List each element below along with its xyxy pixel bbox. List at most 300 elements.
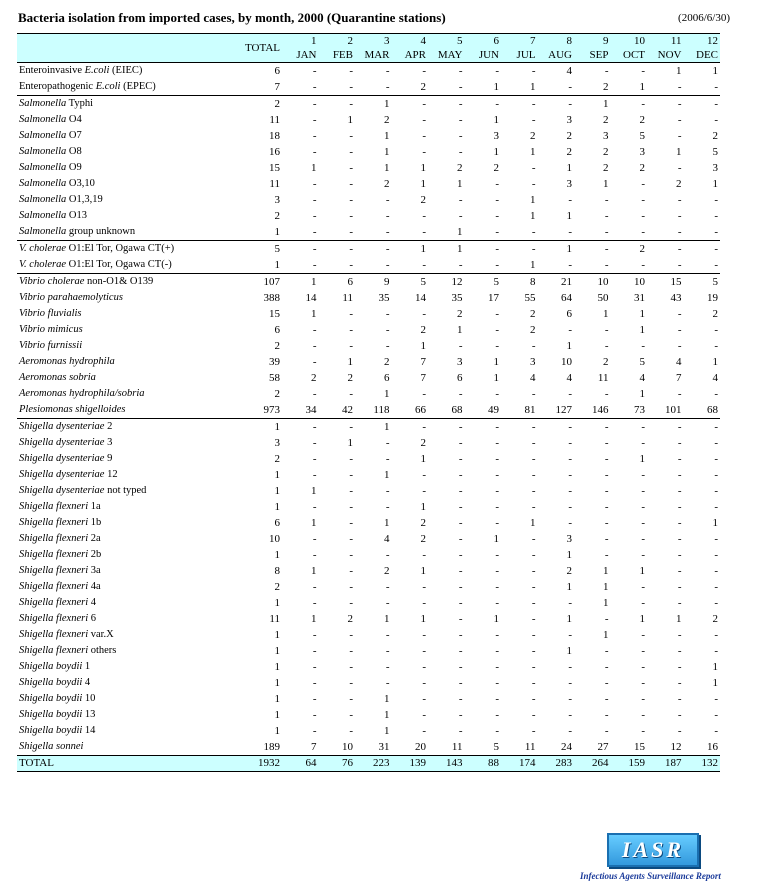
table-row	[17, 419, 720, 436]
month-value-may: 1	[457, 324, 463, 336]
row-total: 11	[269, 178, 280, 190]
month-value-aug: 2	[566, 130, 572, 142]
organism-name	[17, 435, 232, 451]
month-value-jun: -	[495, 629, 499, 641]
month-value-mar: -	[385, 194, 390, 206]
month-value-aug: 1	[566, 549, 572, 561]
month-value-mar: -	[385, 549, 390, 561]
month-value-jan: -	[312, 693, 317, 705]
organism-italic-part: Shigella dysenteriae	[19, 485, 105, 496]
organism-italic-part: Salmonella	[19, 226, 67, 237]
organism-text-part: O1:El Tor, Ogawa CT(+)	[66, 243, 175, 254]
month-value-may: 68	[451, 404, 463, 416]
row-total: 1	[274, 597, 280, 609]
month-value-dec: 1	[712, 178, 718, 190]
table-row	[17, 595, 720, 611]
organism-italic-part: Salmonella	[19, 98, 67, 109]
month-value-mar: 35	[378, 292, 390, 304]
table-row	[17, 547, 720, 563]
report-date: (2006/6/30)	[678, 12, 730, 24]
organism-italic-part: Plesiomonas shigelloides	[19, 404, 126, 415]
month-value-aug: -	[568, 194, 572, 206]
month-number: 6	[493, 35, 499, 47]
organism-text-part: 1	[82, 661, 91, 672]
month-value-may: -	[458, 613, 463, 625]
month-value-jan: -	[312, 324, 317, 336]
month-value-aug: 6	[566, 308, 572, 320]
month-value-jul: 2	[530, 130, 536, 142]
month-value-sep: -	[574, 241, 611, 258]
month-value-apr: 1	[420, 613, 426, 625]
header-month-dec	[684, 34, 721, 63]
organism-name	[17, 290, 232, 306]
month-value-jun: -	[495, 565, 499, 577]
month-value-may: -	[458, 453, 463, 465]
row-total: 388	[263, 292, 280, 304]
organism-name	[17, 579, 232, 595]
month-value-jul: -	[501, 419, 538, 436]
organism-name	[17, 176, 232, 192]
month-value-dec: 5	[712, 146, 718, 158]
month-value-feb: -	[349, 469, 353, 481]
organism-italic-part: Shigella dysenteriae	[19, 453, 105, 464]
month-value-apr: -	[422, 388, 426, 400]
month-value-jan: 1	[311, 517, 317, 529]
month-value-jul: 1	[530, 210, 536, 222]
month-value-dec: -	[714, 340, 718, 352]
month-value-oct: 1	[639, 308, 645, 320]
table-row	[17, 467, 720, 483]
month-value-mar: -	[385, 629, 390, 641]
table-row	[17, 224, 720, 241]
organism-name	[17, 402, 232, 419]
row-total: 10	[269, 533, 280, 545]
organism-italic-part: Salmonella	[19, 146, 67, 157]
month-value-oct: -	[641, 178, 645, 190]
organism-text-part: group unknown	[66, 226, 136, 237]
month-value-mar: 1	[384, 725, 390, 737]
month-value-jan: -	[312, 725, 317, 737]
month-value-aug: -	[568, 81, 572, 93]
table-row	[17, 627, 720, 643]
organism-name	[17, 643, 232, 659]
organism-name	[17, 627, 232, 643]
organism-italic-part: Salmonella	[19, 162, 67, 173]
month-value-jun: -	[465, 96, 502, 113]
month-value-apr: 1	[392, 241, 429, 258]
month-value-oct: -	[641, 725, 645, 737]
month-value-jun: 1	[493, 356, 499, 368]
month-value-feb: -	[349, 549, 353, 561]
month-value-feb: -	[349, 501, 353, 513]
month-value-jul: -	[531, 162, 536, 174]
month-value-jan: 1	[311, 565, 317, 577]
month-value-jun: -	[495, 453, 499, 465]
month-number: 11	[670, 35, 682, 47]
month-value-may: -	[458, 469, 463, 481]
month-value-feb: -	[349, 581, 353, 593]
month-value-jul: -	[531, 65, 536, 77]
month-value-feb: -	[349, 693, 353, 705]
month-value-jun: 3	[493, 130, 499, 142]
month-value-dec: -	[714, 549, 718, 561]
month-value-sep: -	[604, 501, 609, 513]
month-value-jul: -	[531, 437, 536, 449]
month-value-jul: -	[531, 629, 536, 641]
table-row	[17, 531, 720, 547]
organism-text-part: others	[88, 645, 117, 656]
table-row	[17, 63, 720, 80]
month-value-jun: -	[495, 581, 499, 593]
header-month-jan	[282, 34, 319, 63]
table-row	[17, 79, 720, 96]
month-value-jan: -	[312, 210, 317, 222]
month-value-nov: -	[677, 259, 682, 271]
month-value-jan: -	[312, 130, 317, 142]
month-value-mar: 1	[355, 96, 392, 113]
organism-italic-part: Shigella flexneri	[19, 629, 89, 640]
month-value-dec: -	[714, 437, 718, 449]
month-value-apr: 2	[420, 324, 426, 336]
organism-name	[17, 419, 232, 436]
organism-italic-part: Shigella flexneri	[19, 645, 89, 656]
header-month-feb	[319, 34, 356, 63]
row-total: 18	[269, 130, 280, 142]
month-value-jun: -	[495, 677, 499, 689]
row-total: 1	[274, 259, 280, 271]
month-value-sep: -	[604, 210, 609, 222]
page-title: Bacteria isolation from imported cases, by month, 2000 (Quarantine stations)	[18, 10, 446, 25]
organism-italic-part: Shigella flexneri	[19, 581, 89, 592]
month-value-nov: 4	[676, 356, 682, 368]
month-value-jan: -	[312, 81, 317, 93]
month-value-dec: 68	[707, 404, 718, 416]
month-value-oct: -	[641, 693, 645, 705]
month-value-apr: -	[422, 629, 426, 641]
organism-name	[17, 499, 232, 515]
month-value-oct: -	[641, 709, 645, 721]
month-value-nov: -	[677, 501, 682, 513]
header-month-jun	[465, 34, 502, 63]
month-value-may: -	[458, 114, 463, 126]
organism-name	[17, 354, 232, 370]
row-total: 1	[274, 469, 280, 481]
month-value-may: 1	[428, 241, 465, 258]
month-value-jul: -	[531, 533, 536, 545]
month-value-oct: -	[641, 533, 645, 545]
organism-italic-part: Salmonella	[19, 178, 67, 189]
organism-name	[17, 208, 232, 224]
month-value-jun: -	[495, 194, 499, 206]
month-value-mar: 118	[373, 404, 390, 416]
month-value-jul: -	[531, 725, 536, 737]
row-total: 39	[269, 356, 280, 368]
table-row	[17, 128, 720, 144]
month-value-oct: 5	[639, 356, 645, 368]
header-month-jul	[501, 34, 538, 63]
month-value-mar: 1	[384, 388, 390, 400]
month-value-aug: 24	[561, 741, 572, 753]
month-value-aug: 1	[566, 613, 572, 625]
month-value-aug: 4	[566, 65, 572, 77]
month-value-aug: 1	[566, 210, 572, 222]
month-value-apr: 20	[415, 741, 426, 753]
month-value-aug: 1	[566, 645, 572, 657]
month-value-nov: -	[677, 194, 682, 206]
month-value-nov: -	[647, 96, 684, 113]
organism-text-part: O1:El Tor, Ogawa CT(-)	[66, 259, 172, 270]
month-value-jan: -	[312, 469, 317, 481]
row-total: 6	[274, 324, 280, 336]
month-abbr: APR	[404, 49, 426, 61]
month-value-may: 6	[457, 372, 463, 384]
month-value-sep: 1	[603, 597, 609, 609]
month-value-apr: -	[392, 419, 429, 436]
month-abbr: JUN	[478, 49, 499, 61]
month-value-jul: 1	[530, 81, 536, 93]
month-value-aug: 1	[566, 581, 572, 593]
month-abbr: NOV	[657, 49, 682, 61]
organism-italic-part: Shigella boydii	[19, 693, 83, 704]
month-value-dec: -	[714, 501, 718, 513]
month-abbr: DEC	[696, 49, 718, 61]
month-value-apr: 66	[415, 404, 426, 416]
month-value-sep: 1	[574, 96, 611, 113]
organism-text-part: 9	[104, 453, 113, 464]
month-value-jan: 1	[311, 308, 317, 320]
table-row	[17, 257, 720, 274]
month-value-feb: -	[349, 565, 353, 577]
month-value-jun: 49	[488, 404, 499, 416]
organism-name	[17, 515, 232, 531]
month-value-mar: 2	[384, 565, 390, 577]
month-value-mar: 2	[384, 356, 390, 368]
month-value-feb: -	[349, 226, 353, 238]
month-value-jul: -	[531, 340, 536, 352]
month-value-jul: 2	[530, 324, 536, 336]
month-value-oct: -	[641, 340, 645, 352]
month-value-mar: -	[385, 677, 390, 689]
month-value-mar: 1	[384, 469, 390, 481]
month-value-may: -	[458, 501, 463, 513]
month-value-jul: 1	[530, 194, 536, 206]
month-value-aug: 64	[561, 292, 572, 304]
row-total: 5	[232, 241, 282, 258]
table-row	[17, 192, 720, 208]
month-abbr: MAY	[437, 49, 463, 61]
month-value-nov: -	[677, 162, 682, 174]
month-value-mar: 1	[384, 517, 390, 529]
month-value-may: 1	[457, 178, 463, 190]
organism-text-part: O4	[66, 114, 82, 125]
table-row	[17, 515, 720, 531]
month-value-aug: -	[568, 661, 572, 673]
month-value-apr: -	[422, 210, 426, 222]
month-value-nov: -	[677, 130, 682, 142]
month-value-feb: 1	[347, 114, 353, 126]
month-value-jul: -	[531, 501, 536, 513]
table-body	[17, 63, 720, 756]
month-value-jun: 17	[488, 292, 499, 304]
organism-italic-part: Shigella flexneri	[19, 613, 89, 624]
month-value-jul: -	[531, 709, 536, 721]
month-value-jun: -	[495, 340, 499, 352]
month-value-mar: 2	[384, 114, 390, 126]
month-value-jul: -	[531, 114, 536, 126]
month-value-jun: -	[495, 549, 499, 561]
month-value-dec: 2	[712, 308, 718, 320]
month-value-apr: -	[422, 709, 426, 721]
month-number: 9	[603, 35, 609, 47]
month-value-dec: 1	[712, 661, 718, 673]
month-value-sep: -	[604, 709, 609, 721]
month-value-jun: -	[495, 388, 499, 400]
table-row	[17, 435, 720, 451]
month-abbr: FEB	[332, 49, 353, 61]
organism-name	[17, 241, 232, 258]
month-number: 5	[457, 35, 463, 47]
month-value-jul: -	[531, 597, 536, 609]
month-value-nov: 1	[676, 613, 682, 625]
month-value-sep: 2	[603, 81, 609, 93]
month-value-dec: -	[714, 485, 718, 497]
month-value-feb: 6	[319, 274, 356, 291]
month-value-aug: 1	[566, 162, 572, 174]
organism-italic-part: Shigella flexneri	[19, 549, 89, 560]
month-value-jul: 1	[530, 517, 536, 529]
month-value-feb: -	[349, 453, 353, 465]
month-value-oct: 31	[634, 292, 645, 304]
month-value-jun: 2	[493, 162, 499, 174]
organism-italic-part: V. cholerae	[19, 259, 67, 270]
organism-text-part: O13	[66, 210, 87, 221]
month-value-nov: 1	[676, 146, 682, 158]
row-total: 11	[269, 613, 280, 625]
month-value-jun: -	[495, 437, 499, 449]
month-value-may: -	[458, 517, 463, 529]
month-value-sep: 1	[603, 308, 609, 320]
month-value-jan: -	[312, 65, 317, 77]
month-value-may: -	[458, 565, 463, 577]
organism-text-part: O1,3,19	[66, 194, 103, 205]
organism-italic-part: Aeromonas sobria	[19, 372, 96, 383]
month-value-feb: 2	[347, 372, 353, 384]
month-value-may: -	[458, 629, 463, 641]
month-value-jul: -	[531, 613, 536, 625]
organism-italic-part: Aeromonas hydrophila	[19, 356, 115, 367]
month-value-jan: -	[312, 178, 317, 190]
total-month-jul: 174	[501, 756, 538, 772]
organism-text-part: 1a	[88, 501, 101, 512]
organism-name	[17, 467, 232, 483]
month-value-jan: -	[312, 437, 317, 449]
month-value-oct: 2	[639, 162, 645, 174]
month-value-feb: -	[349, 677, 353, 689]
month-value-jan: -	[312, 661, 317, 673]
table-row	[17, 160, 720, 176]
month-value-aug: 10	[561, 356, 572, 368]
table-row	[17, 208, 720, 224]
month-value-jan: -	[312, 194, 317, 206]
table-row	[17, 563, 720, 579]
organism-italic-part: Salmonella	[19, 194, 67, 205]
month-value-jun: -	[495, 517, 499, 529]
month-value-jun: 1	[493, 114, 499, 126]
organism-text-part: Typhi	[66, 98, 94, 109]
organism-text-part: 2b	[88, 549, 102, 560]
month-value-jul: 1	[530, 146, 536, 158]
month-value-feb: 42	[342, 404, 353, 416]
month-value-aug: -	[568, 677, 572, 689]
month-value-jul: 3	[530, 356, 536, 368]
iasr-logo-text: IASR	[621, 837, 685, 862]
month-value-nov: 2	[676, 178, 682, 190]
month-value-jan: -	[312, 677, 317, 689]
month-value-feb: -	[349, 210, 353, 222]
month-value-apr: -	[422, 469, 426, 481]
organism-italic-part: Shigella dysenteriae	[19, 437, 105, 448]
month-value-aug: -	[568, 259, 572, 271]
organism-italic-part: Vibrio furnissii	[19, 340, 83, 351]
organism-name	[17, 386, 232, 402]
row-total: 11	[269, 114, 280, 126]
month-value-nov: -	[677, 340, 682, 352]
month-value-nov: -	[677, 677, 682, 689]
month-value-jun: -	[465, 419, 502, 436]
organism-italic-part: Shigella boydii	[19, 709, 83, 720]
month-value-sep: 11	[597, 372, 609, 384]
month-number: 10	[634, 35, 645, 47]
month-value-sep: -	[604, 693, 609, 705]
month-value-aug: -	[568, 501, 572, 513]
month-value-mar: -	[385, 581, 390, 593]
month-value-aug: -	[538, 96, 575, 113]
month-value-dec: -	[714, 114, 718, 126]
month-value-nov: -	[677, 565, 682, 577]
month-value-apr: -	[422, 130, 426, 142]
header-total: TOTAL	[232, 34, 282, 63]
month-value-jul: 11	[524, 741, 536, 753]
month-value-may: 12	[428, 274, 465, 291]
organism-text-part: non-O1& O139	[84, 276, 154, 287]
organism-text-part: (EPEC)	[120, 81, 156, 92]
month-value-mar: -	[385, 453, 390, 465]
row-total: 2	[232, 96, 282, 113]
month-value-aug: 127	[555, 404, 572, 416]
month-value-dec: 5	[684, 274, 721, 291]
month-value-jul: -	[531, 581, 536, 593]
organism-italic-part: Salmonella	[19, 210, 67, 221]
month-value-mar: -	[385, 308, 390, 320]
row-total: 1	[274, 645, 280, 657]
month-value-nov: 7	[676, 372, 682, 384]
month-value-aug: 1	[538, 241, 575, 258]
organism-name	[17, 483, 232, 499]
month-value-dec: -	[714, 81, 718, 93]
month-value-jan: -	[312, 388, 317, 400]
month-value-jan: 1	[311, 485, 317, 497]
table-row	[17, 112, 720, 128]
month-value-apr: 2	[420, 81, 426, 93]
month-value-oct: -	[641, 226, 645, 238]
month-value-mar: 1	[384, 162, 390, 174]
month-value-oct: 1	[639, 388, 645, 400]
month-value-apr: -	[422, 597, 426, 609]
month-value-dec: -	[714, 645, 718, 657]
month-value-sep: -	[604, 194, 609, 206]
month-value-apr: -	[422, 581, 426, 593]
month-value-oct: -	[641, 485, 645, 497]
